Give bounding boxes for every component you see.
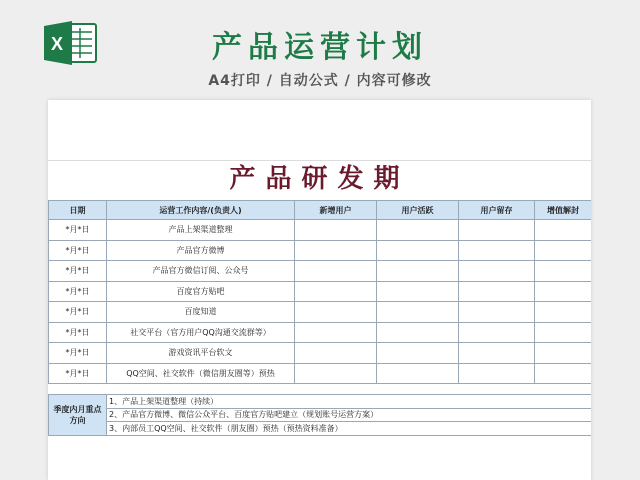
value-added-cell[interactable]: [535, 220, 592, 241]
page-title: 产品运营计划: [212, 30, 428, 65]
sheet-banner: [48, 100, 591, 161]
new-users-cell[interactable]: [295, 322, 377, 343]
table-row: [49, 281, 592, 302]
new-users-cell[interactable]: [295, 240, 377, 261]
spreadsheet-sheet: [48, 100, 591, 480]
task-cell[interactable]: 社交平台（官方用户QQ沟通交流群等）: [107, 322, 295, 343]
new-users-cell[interactable]: [295, 220, 377, 241]
page-subtitle: A4打印 / 自动公式 / 内容可修改: [208, 73, 432, 89]
date-cell[interactable]: *月*日: [49, 261, 107, 282]
quarterly-focus-label: 季度内月重点方向: [49, 395, 107, 436]
schedule-table: [48, 200, 591, 384]
task-cell[interactable]: QQ空间、社交软件（微信朋友圈等）预热: [107, 363, 295, 384]
new-users-cell[interactable]: [295, 261, 377, 282]
task-cell[interactable]: 产品官方微博: [107, 240, 295, 261]
table-row: [49, 302, 592, 323]
column-header: 运营工作内容/(负责人): [107, 201, 295, 220]
value-added-cell[interactable]: [535, 343, 592, 364]
notes-row: [49, 408, 592, 422]
quarterly-focus-table: [48, 394, 591, 436]
value-added-cell[interactable]: [535, 281, 592, 302]
date-cell[interactable]: *月*日: [49, 322, 107, 343]
value-added-cell[interactable]: [535, 363, 592, 384]
table-row: [49, 240, 592, 261]
task-cell[interactable]: 游戏资讯平台软文: [107, 343, 295, 364]
retention-cell[interactable]: [459, 302, 535, 323]
column-header: 用户留存: [459, 201, 535, 220]
retention-cell[interactable]: [459, 240, 535, 261]
sheet-title: 产品研发期: [229, 164, 410, 194]
date-cell[interactable]: *月*日: [49, 343, 107, 364]
task-cell[interactable]: 产品上架渠道整理: [107, 220, 295, 241]
focus-item[interactable]: 2、产品官方微博、微信公众平台、百度官方贴吧建立（规划账号运营方案）: [107, 408, 592, 422]
table-row: [49, 261, 592, 282]
date-cell[interactable]: *月*日: [49, 220, 107, 241]
date-cell[interactable]: *月*日: [49, 240, 107, 261]
active-users-cell[interactable]: [377, 261, 459, 282]
value-added-cell[interactable]: [535, 240, 592, 261]
active-users-cell[interactable]: [377, 220, 459, 241]
retention-cell[interactable]: [459, 343, 535, 364]
column-header: 新增用户: [295, 201, 377, 220]
table-row: [49, 220, 592, 241]
table-row: [49, 322, 592, 343]
date-cell[interactable]: *月*日: [49, 363, 107, 384]
table-row: [49, 343, 592, 364]
table-row: [49, 363, 592, 384]
table-header-row: [49, 201, 592, 220]
active-users-cell[interactable]: [377, 322, 459, 343]
active-users-cell[interactable]: [377, 343, 459, 364]
new-users-cell[interactable]: [295, 281, 377, 302]
focus-item[interactable]: 1、产品上架渠道整理（持续）: [107, 395, 592, 409]
task-cell[interactable]: 产品官方微信订阅、公众号: [107, 261, 295, 282]
task-cell[interactable]: 百度官方贴吧: [107, 281, 295, 302]
retention-cell[interactable]: [459, 363, 535, 384]
value-added-cell[interactable]: [535, 322, 592, 343]
retention-cell[interactable]: [459, 322, 535, 343]
retention-cell[interactable]: [459, 220, 535, 241]
task-cell[interactable]: 百度知道: [107, 302, 295, 323]
column-header: 用户活跃: [377, 201, 459, 220]
new-users-cell[interactable]: [295, 363, 377, 384]
column-header: 增值解封: [535, 201, 592, 220]
retention-cell[interactable]: [459, 261, 535, 282]
retention-cell[interactable]: [459, 281, 535, 302]
focus-item[interactable]: 3、内部员工QQ空间、社交软件（朋友圈）预热（预热资料准备）: [107, 422, 592, 436]
active-users-cell[interactable]: [377, 240, 459, 261]
value-added-cell[interactable]: [535, 302, 592, 323]
active-users-cell[interactable]: [377, 281, 459, 302]
value-added-cell[interactable]: [535, 261, 592, 282]
column-header: 日期: [49, 201, 107, 220]
new-users-cell[interactable]: [295, 343, 377, 364]
active-users-cell[interactable]: [377, 302, 459, 323]
active-users-cell[interactable]: [377, 363, 459, 384]
logo-letter: X: [50, 34, 64, 54]
notes-row: [49, 422, 592, 436]
new-users-cell[interactable]: [295, 302, 377, 323]
date-cell[interactable]: *月*日: [49, 281, 107, 302]
notes-row: [49, 395, 592, 409]
date-cell[interactable]: *月*日: [49, 302, 107, 323]
